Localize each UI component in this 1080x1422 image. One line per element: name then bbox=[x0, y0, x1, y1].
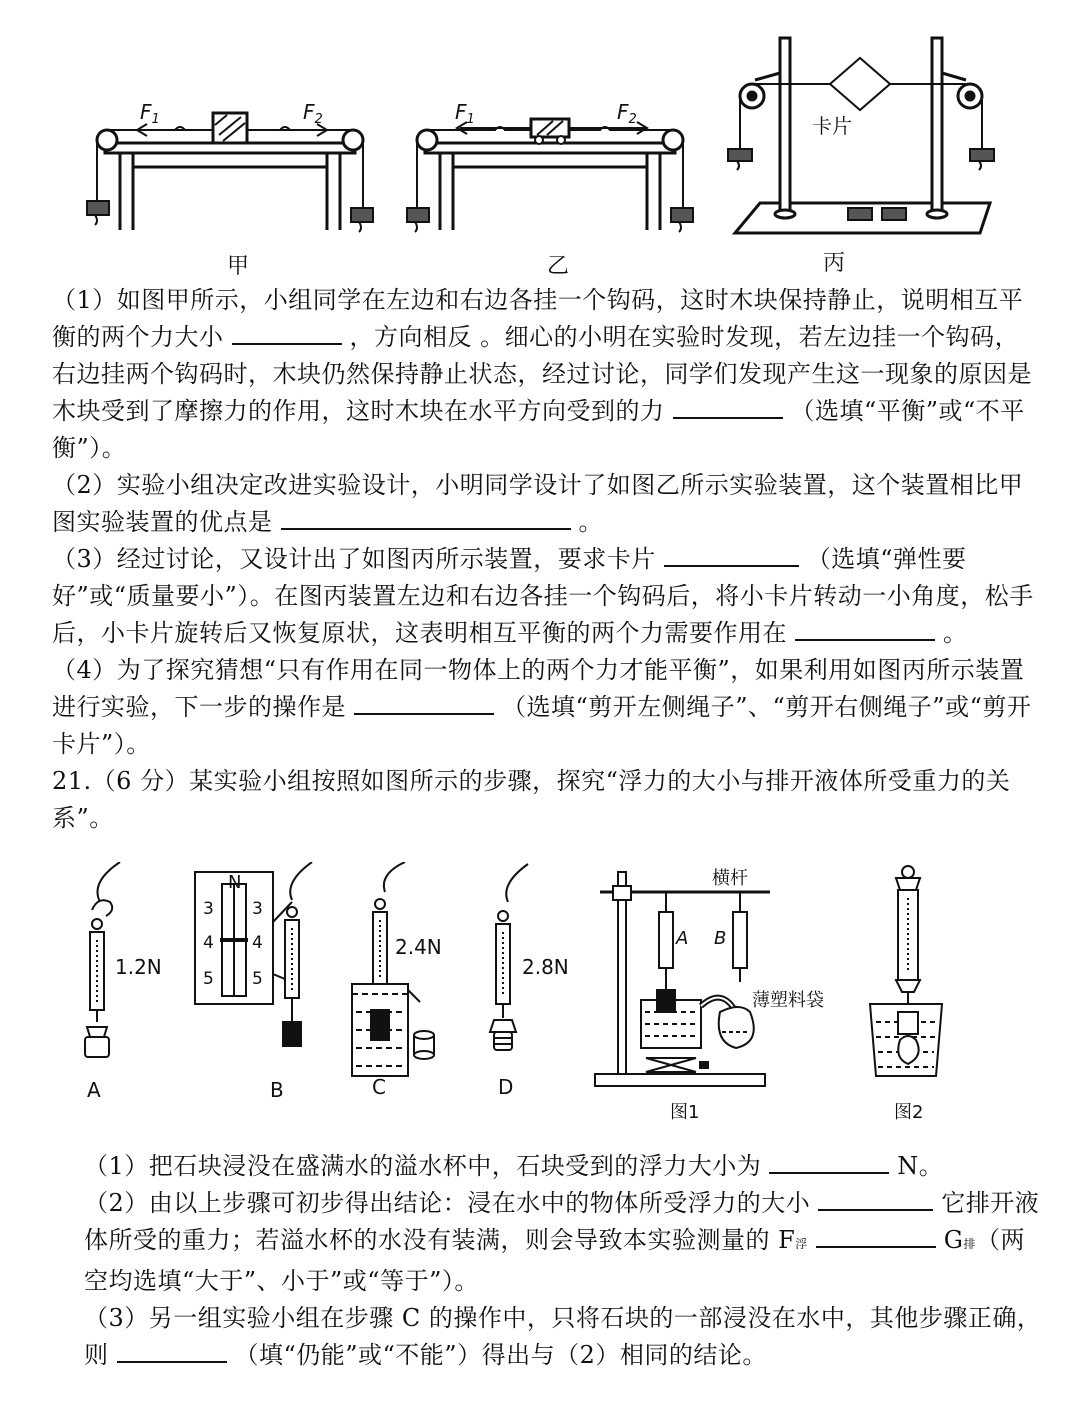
weight-right-bing bbox=[970, 149, 994, 170]
q21-p3-text-b: （填“仍能”或“不能”）得出与（2）相同的结论。 bbox=[234, 1341, 767, 1369]
q20-part4 bbox=[52, 652, 1042, 763]
q21-p2-g-sub: 排 bbox=[963, 1237, 976, 1251]
card-label-bing: 卡片 bbox=[812, 114, 852, 138]
fig1-apparatus bbox=[595, 872, 770, 1086]
q20-p3-text-a: （3）经过讨论，又设计出了如图丙所示装置，要求卡片 bbox=[52, 545, 656, 573]
q20-p3-text-c: 。 bbox=[943, 619, 968, 647]
svg-text:F2 bbox=[617, 100, 637, 127]
q21-p3-text-a: （3）另一组实验小组在步骤 C 的操作中，只将石块的一部浸没在水中，其他步骤正确，则 bbox=[84, 1304, 1042, 1369]
q20-p3-blank1[interactable] bbox=[664, 543, 799, 567]
q20-part3 bbox=[52, 541, 1042, 652]
q20-p1-text-b: ，方向相反 。细心的小明在实验时发现，若左边挂一个钩码，右边挂两个钩码时，木块仍然保持静止状态，经过讨论，同学们发现产生这一现象的原因是木块受到了摩擦力的作用，这时木块在水平方向受到的力 bbox=[52, 323, 1032, 425]
q21-p1-text-b: N。 bbox=[897, 1152, 944, 1180]
b-scale-right-5: 5 bbox=[252, 969, 263, 989]
q20-p1-text-c: （选填“平衡”或“不平衡”）。 bbox=[52, 397, 1025, 462]
q20-p1-blank1[interactable] bbox=[232, 321, 342, 345]
b-scale-left-5: 5 bbox=[203, 969, 214, 989]
table-jia bbox=[105, 143, 355, 230]
step-b-spring-scale bbox=[283, 862, 312, 1046]
fig2-apparatus bbox=[870, 866, 942, 1076]
step-a-reading: 1.2N bbox=[115, 955, 162, 979]
caption-jia: 甲 bbox=[227, 254, 250, 279]
q20-p2-blank[interactable] bbox=[281, 506, 571, 530]
arrow-f1-jia bbox=[137, 124, 210, 136]
f1-label-yi: F bbox=[455, 100, 467, 124]
weight-left-bing bbox=[728, 149, 752, 170]
weight-left-yi bbox=[407, 208, 429, 232]
step-a-label: A bbox=[87, 1078, 101, 1102]
q21-part3 bbox=[84, 1300, 1042, 1374]
q20-p2-text-a: （2）实验小组决定改进实验设计，小明同学设计了如图乙所示实验装置，这个装置相比甲图实验装置的优点是 bbox=[52, 471, 1024, 536]
q21-p2-f-sub: 浮 bbox=[795, 1237, 808, 1251]
f1-sub-yi: 1 bbox=[466, 112, 475, 127]
b-scale-right-3: 3 bbox=[252, 899, 263, 919]
card-bing bbox=[830, 58, 890, 110]
q21-p2-blank2[interactable] bbox=[816, 1224, 936, 1248]
q21-p2-g: G bbox=[943, 1226, 964, 1254]
svg-text:F1 bbox=[140, 100, 160, 127]
q21-p1-text-a: （1）把石块浸没在盛满水的溢水杯中，石块受到的浮力大小为 bbox=[84, 1152, 762, 1180]
caption-bing: 丙 bbox=[823, 251, 846, 276]
q21-p2-text-c: （两空均选填“大于”、小于”或“等于”）。 bbox=[84, 1226, 1025, 1295]
step-d-reading: 2.8N bbox=[522, 955, 569, 979]
step-c-reading: 2.4N bbox=[395, 935, 442, 959]
weight-left-jia bbox=[87, 201, 109, 225]
q21-p2-text-b: 它排开液体所受的重力；若溢水杯的水没有装满，则会导致本实验测量的 F bbox=[84, 1189, 1040, 1254]
step-d-label: D bbox=[498, 1075, 514, 1099]
q21-intro: 21.（6 分）某实验小组按照如图所示的步骤，探究“浮力的大小与排开液体所受重力的关系”。 bbox=[52, 767, 1011, 832]
q20-p4-text-b: （选填“剪开左侧绳子”、“剪开右侧绳子”或“剪开卡片”）。 bbox=[52, 693, 1032, 758]
figure-q21-steps bbox=[70, 862, 1010, 1132]
q21-p2-text-a: （2）由以上步骤可初步得出结论：浸在水中的物体所受浮力的大小 bbox=[84, 1189, 811, 1217]
step-c-overflow-cup bbox=[352, 862, 434, 1076]
fig1-label-a: A bbox=[676, 928, 689, 949]
q21-p2-blank1[interactable] bbox=[818, 1187, 933, 1211]
fig1-caption: 图1 bbox=[670, 1102, 700, 1123]
svg-text:F1 bbox=[455, 100, 475, 127]
q21-part2 bbox=[84, 1185, 1042, 1300]
svg-text:F2 bbox=[303, 100, 323, 127]
q20-text bbox=[52, 282, 1042, 837]
f2-label-jia: F bbox=[303, 100, 315, 124]
figure-yi bbox=[405, 95, 695, 280]
weight-right-jia bbox=[351, 208, 373, 232]
table-yi bbox=[425, 143, 675, 230]
figure-jia bbox=[85, 95, 375, 280]
fig1-beam-label: 横杆 bbox=[712, 868, 748, 889]
q20-p1-text-a: （1）如图甲所示，小组同学在左边和右边各挂一个钩码，这时木块保持静止，说明相互平衡的两个力大小 bbox=[52, 286, 1024, 351]
f1-sub-jia: 1 bbox=[151, 112, 160, 127]
b-scale-left-4: 4 bbox=[203, 933, 214, 953]
q20-p2-text-b: 。 bbox=[578, 508, 603, 536]
q20-p4-blank[interactable] bbox=[354, 691, 494, 715]
f2-sub-yi: 2 bbox=[628, 112, 637, 127]
q20-part1 bbox=[52, 282, 1042, 467]
weight-right-yi bbox=[671, 208, 693, 232]
q21-part1 bbox=[84, 1148, 1042, 1185]
q20-p4-text-a: （4）为了探究猜想“只有作用在同一物体上的两个力才能平衡”，如果利用如图丙所示装置进行实验，下一步的操作是 bbox=[52, 656, 1025, 721]
q21-p3-blank[interactable] bbox=[117, 1339, 227, 1363]
b-scale-left-3: 3 bbox=[203, 899, 214, 919]
wood-block-jia bbox=[213, 113, 247, 143]
b-scale-right-4: 4 bbox=[252, 933, 263, 953]
step-b-label: B bbox=[270, 1078, 284, 1102]
q21-p1-blank[interactable] bbox=[769, 1150, 889, 1174]
fig2-caption: 图2 bbox=[894, 1102, 924, 1123]
f2-sub-jia: 2 bbox=[314, 112, 323, 127]
figure-bing bbox=[720, 28, 1000, 278]
q20-p3-text-b: （选填“弹性要好”或“质量要小”）。在图丙装置左边和右边各挂一个钩码后，将小卡片转动一小角度，松手后，小卡片旋转后又恢复原状，这表明相互平衡的两个力需要作用在 bbox=[52, 545, 1034, 647]
q20-p3-blank2[interactable] bbox=[795, 617, 935, 641]
fig1-label-b: B bbox=[714, 928, 727, 949]
f2-label-yi: F bbox=[617, 100, 629, 124]
caption-yi: 乙 bbox=[547, 254, 570, 279]
step-c-label: C bbox=[372, 1075, 386, 1099]
q21-text bbox=[84, 1148, 1042, 1374]
step-b-unit: N bbox=[228, 872, 242, 893]
fig1-bag-label: 薄塑料袋 bbox=[752, 990, 824, 1011]
q20-part2 bbox=[52, 467, 1042, 541]
q20-p1-blank2[interactable] bbox=[673, 395, 783, 419]
f1-label-jia: F bbox=[140, 100, 152, 124]
